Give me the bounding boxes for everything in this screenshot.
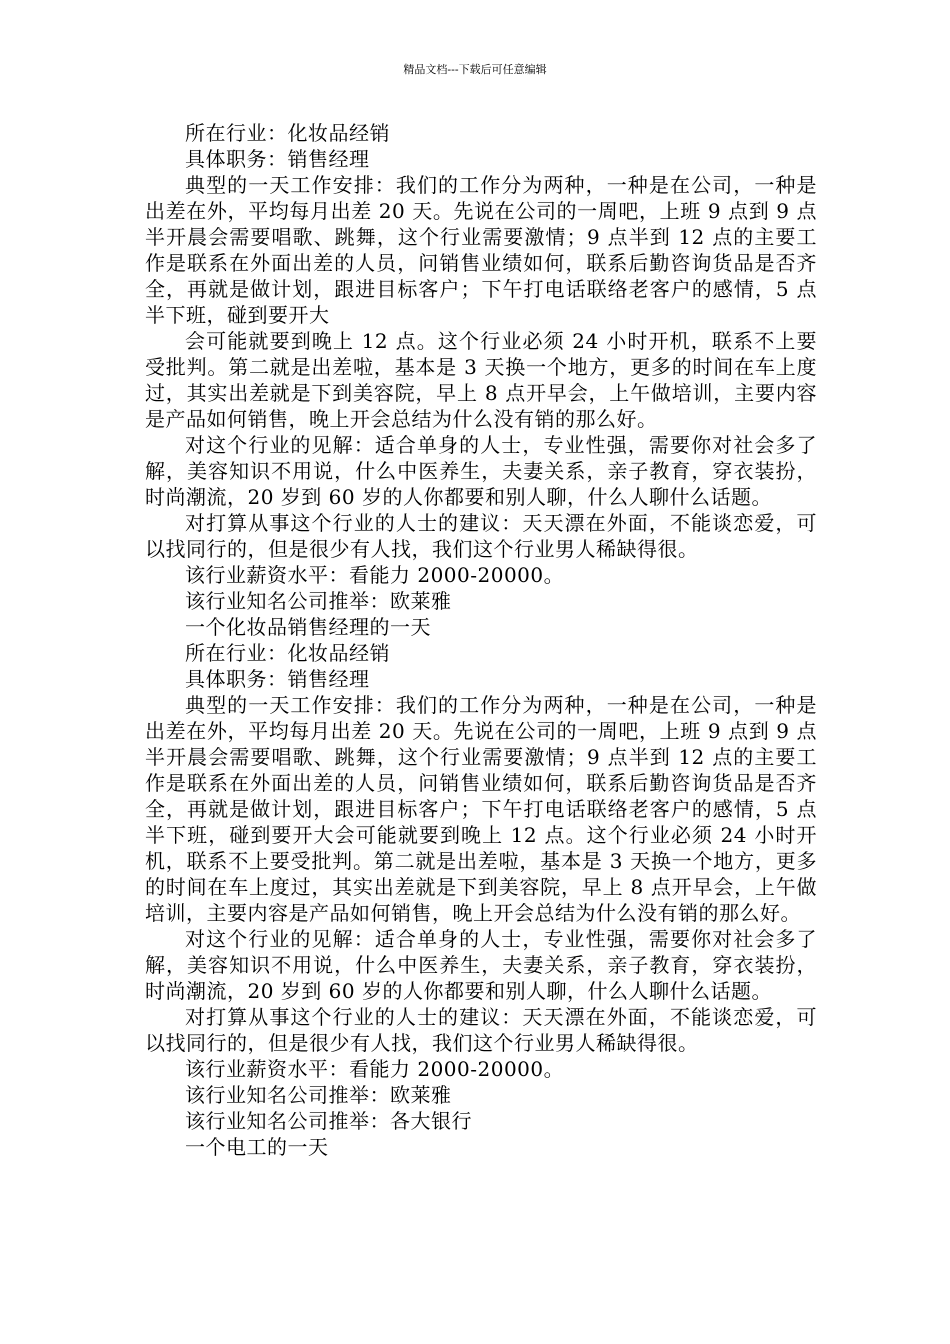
paragraph-companies: 该行业知名公司推举：欧莱雅 <box>185 1083 452 1107</box>
paragraph-daily-schedule-continued: 会可能就要到晚上 12 点。这个行业必须 24 小时开机，联系不上要受批判。第二就是出差啦，基本是 3 天换一个地方，更多的时间在车上度过，其实出差就是下到美容院，早上 8 点开早会，上午做培训，主要内容是产品如何销售，晚上开会总结为什么没有销的那么好。 <box>145 329 817 431</box>
section-heading: 一个化妆品销售经理的一天 <box>185 615 431 639</box>
paragraph-companies: 该行业知名公司推举：欧莱雅 <box>185 589 452 613</box>
paragraph-salary: 该行业薪资水平：看能力 2000-20000。 <box>185 563 565 587</box>
document-body <box>145 120 817 1160</box>
paragraph-industry: 所在行业：化妆品经销 <box>185 641 390 665</box>
paragraph-salary: 该行业薪资水平：看能力 2000-20000。 <box>185 1057 565 1081</box>
paragraph-companies: 该行业知名公司推举：各大银行 <box>185 1109 472 1133</box>
paragraph-position: 具体职务：销售经理 <box>185 147 370 171</box>
paragraph-position: 具体职务：销售经理 <box>185 667 370 691</box>
paragraph-advice: 对打算从事这个行业的人士的建议：天天漂在外面，不能谈恋爱，可以找同行的，但是很少有人找，我们这个行业男人稀缺得很。 <box>145 511 817 561</box>
paragraph-industry-opinion: 对这个行业的见解：适合单身的人士，专业性强，需要你对社会多了解，美容知识不用说，什么中医养生，夫妻关系，亲子教育，穿衣装扮，时尚潮流，20 岁到 60 岁的人你都要和别人聊，什么人聊什么话题。 <box>145 927 817 1003</box>
paragraph-daily-schedule: 典型的一天工作安排：我们的工作分为两种，一种是在公司，一种是出差在外，平均每月出差 20 天。先说在公司的一周吧，上班 9 点到 9 点半开晨会需要唱歌、跳舞，这个行业需要激情；9 点半到 12 点的主要工作是联系在外面出差的人员，问销售业绩如何，联系后勤咨询货品是否齐全，再就是做计划，跟进目标客户；下午打电话联络老客户的感情，5 点半下班，碰到要开大 <box>145 173 817 327</box>
page-header: 精品文档---下载后可任意编辑 <box>403 63 547 76</box>
paragraph-industry-opinion: 对这个行业的见解：适合单身的人士，专业性强，需要你对社会多了解，美容知识不用说，什么中医养生，夫妻关系，亲子教育，穿衣装扮，时尚潮流，20 岁到 60 岁的人你都要和别人聊，什么人聊什么话题。 <box>145 433 817 509</box>
paragraph-advice: 对打算从事这个行业的人士的建议：天天漂在外面，不能谈恋爱，可以找同行的，但是很少有人找，我们这个行业男人稀缺得很。 <box>145 1005 817 1055</box>
paragraph-industry: 所在行业：化妆品经销 <box>185 121 390 145</box>
section-heading: 一个电工的一天 <box>185 1135 329 1159</box>
paragraph-daily-schedule: 典型的一天工作安排：我们的工作分为两种，一种是在公司，一种是出差在外，平均每月出差 20 天。先说在公司的一周吧，上班 9 点到 9 点半开晨会需要唱歌、跳舞，这个行业需要激情；9 点半到 12 点的主要工作是联系在外面出差的人员，问销售业绩如何，联系后勤咨询货品是否齐全，再就是做计划，跟进目标客户；下午打电话联络老客户的感情，5 点半下班，碰到要开大会可能就要到晚上 12 点。这个行业必须 24 小时开机，联系不上要受批判。第二就是出差啦，基本是 3 天换一个地方，更多的时间在车上度过，其实出差就是下到美容院，早上 8 点开早会，上午做培训，主要内容是产品如何销售，晚上开会总结为什么没有销的那么好。 <box>145 693 817 925</box>
